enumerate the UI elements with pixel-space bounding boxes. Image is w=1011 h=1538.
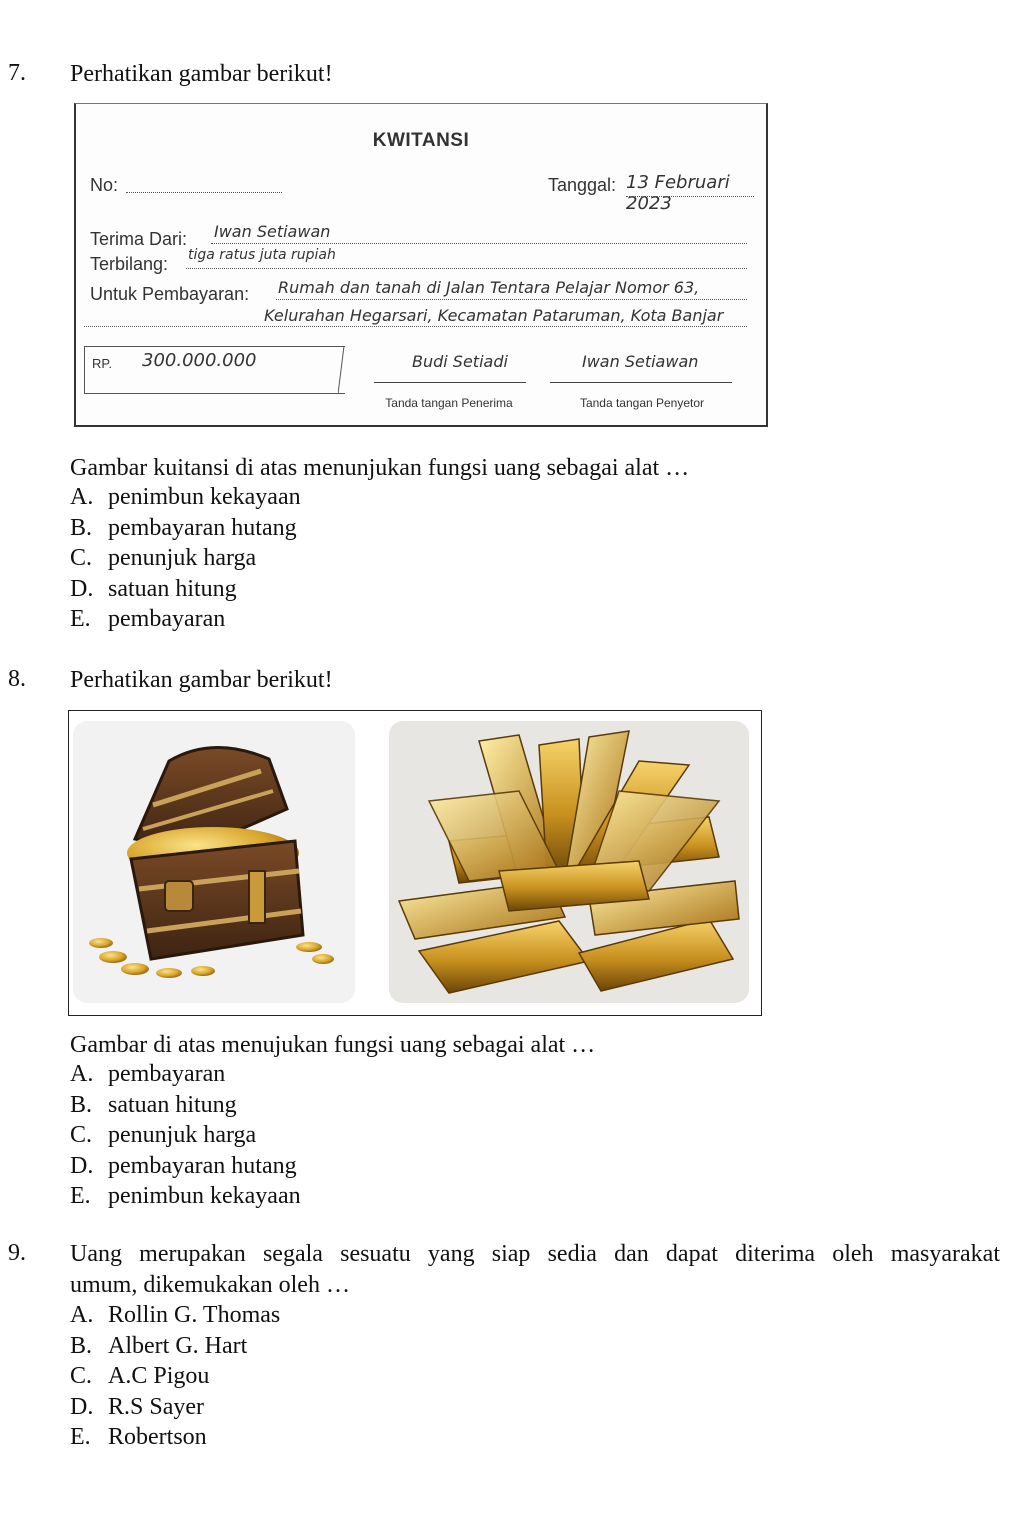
receipt-currency: RP. [92, 356, 112, 371]
option-e[interactable]: E. Robertson [70, 1424, 207, 1450]
question-7-number: 7. [8, 60, 26, 86]
receipt-amount-box-edge [338, 346, 350, 394]
question-7-heading: Perhatikan gambar berikut! [70, 61, 333, 87]
receipt-title: KWITANSI [372, 130, 470, 151]
question-8-options [70, 1059, 301, 1212]
payer-signature-caption: Tanda tangan Penyetor [579, 396, 705, 410]
receipt-purpose-label: Untuk Pembayaran: [90, 284, 250, 304]
receipt-date-label: Tanggal: [548, 175, 617, 195]
option-c[interactable]: C. A.C Pigou [70, 1363, 210, 1389]
question-9-text-line2: umum, dikemukakan oleh … [70, 1272, 350, 1298]
receipt-no-line [126, 192, 282, 193]
option-c[interactable]: C. penunjuk harga [70, 545, 257, 571]
option-d[interactable]: D. R.S Sayer [70, 1393, 204, 1420]
receipt-image [74, 103, 768, 427]
question-8-heading: Perhatikan gambar berikut! [70, 667, 333, 693]
receipt-words-label: Terbilang: [90, 254, 169, 274]
option-c[interactable]: C. penunjuk harga [70, 1122, 257, 1148]
option-b[interactable]: B. pembayaran hutang [70, 514, 297, 541]
wealth-images-frame [68, 710, 762, 1016]
receiver-signature-caption: Tanda tangan Penerima [385, 396, 513, 410]
treasure-chest-image [73, 721, 355, 1003]
receipt-date-line [626, 196, 754, 197]
gold-bars-icon [389, 721, 749, 1003]
option-d[interactable]: D. pembayaran hutang [70, 1152, 297, 1179]
receipt-words-value: tiga ratus juta rupiah [188, 247, 336, 263]
option-b[interactable]: B. satuan hitung [70, 1091, 237, 1118]
payer-signature-line [550, 382, 732, 383]
option-b[interactable]: B. Albert G. Hart [70, 1332, 248, 1359]
receipt-from-value: Iwan Setiawan [214, 222, 331, 241]
treasure-chest-icon [73, 721, 355, 1003]
question-9-options [70, 1300, 280, 1453]
question-8-number: 8. [8, 666, 26, 692]
question-7-text: Gambar kuitansi di atas menunjukan fungsi uang sebagai alat … [70, 455, 690, 481]
receiver-signature-line [374, 382, 526, 383]
option-a[interactable]: A. penimbun kekayaan [70, 484, 301, 510]
receipt-from-line [211, 243, 747, 244]
receipt-purpose-line1: Rumah dan tanah di Jalan Tentara Pelajar Nomor 63, [278, 278, 700, 297]
receipt-words-line [186, 268, 747, 269]
option-d[interactable]: D. satuan hitung [70, 575, 237, 602]
question-7-options [70, 482, 301, 635]
receipt-purpose-underline1 [276, 299, 747, 300]
question-9-number: 9. [8, 1240, 26, 1266]
receipt-amount: 300.000.000 [142, 350, 257, 371]
option-a[interactable]: A. pembayaran [70, 1061, 226, 1087]
receipt-purpose-line2: Kelurahan Hegarsari, Kecamatan Pataruman, Kota Banjar [264, 306, 724, 325]
receipt-purpose-underline2 [84, 326, 747, 327]
question-8-text: Gambar di atas menujukan fungsi uang sebagai alat … [70, 1032, 596, 1058]
option-e[interactable]: E. penimbun kekayaan [70, 1183, 301, 1209]
receipt-from-label: Terima Dari: [90, 229, 188, 249]
payer-signature-name: Iwan Setiawan [582, 352, 699, 371]
receiver-signature-name: Budi Setiadi [412, 352, 508, 371]
option-e[interactable]: E. pembayaran [70, 606, 226, 632]
gold-bars-image [389, 721, 749, 1003]
receipt-no-label: No: [90, 175, 119, 195]
receipt-date-value: 13 Februari 2023 [626, 172, 730, 214]
option-a[interactable]: A. Rollin G. Thomas [70, 1302, 281, 1328]
question-9-text-line1: Uang merupakan segala sesuatu yang siap sedia dan dapat diterima oleh masyarakat [70, 1241, 1000, 1267]
